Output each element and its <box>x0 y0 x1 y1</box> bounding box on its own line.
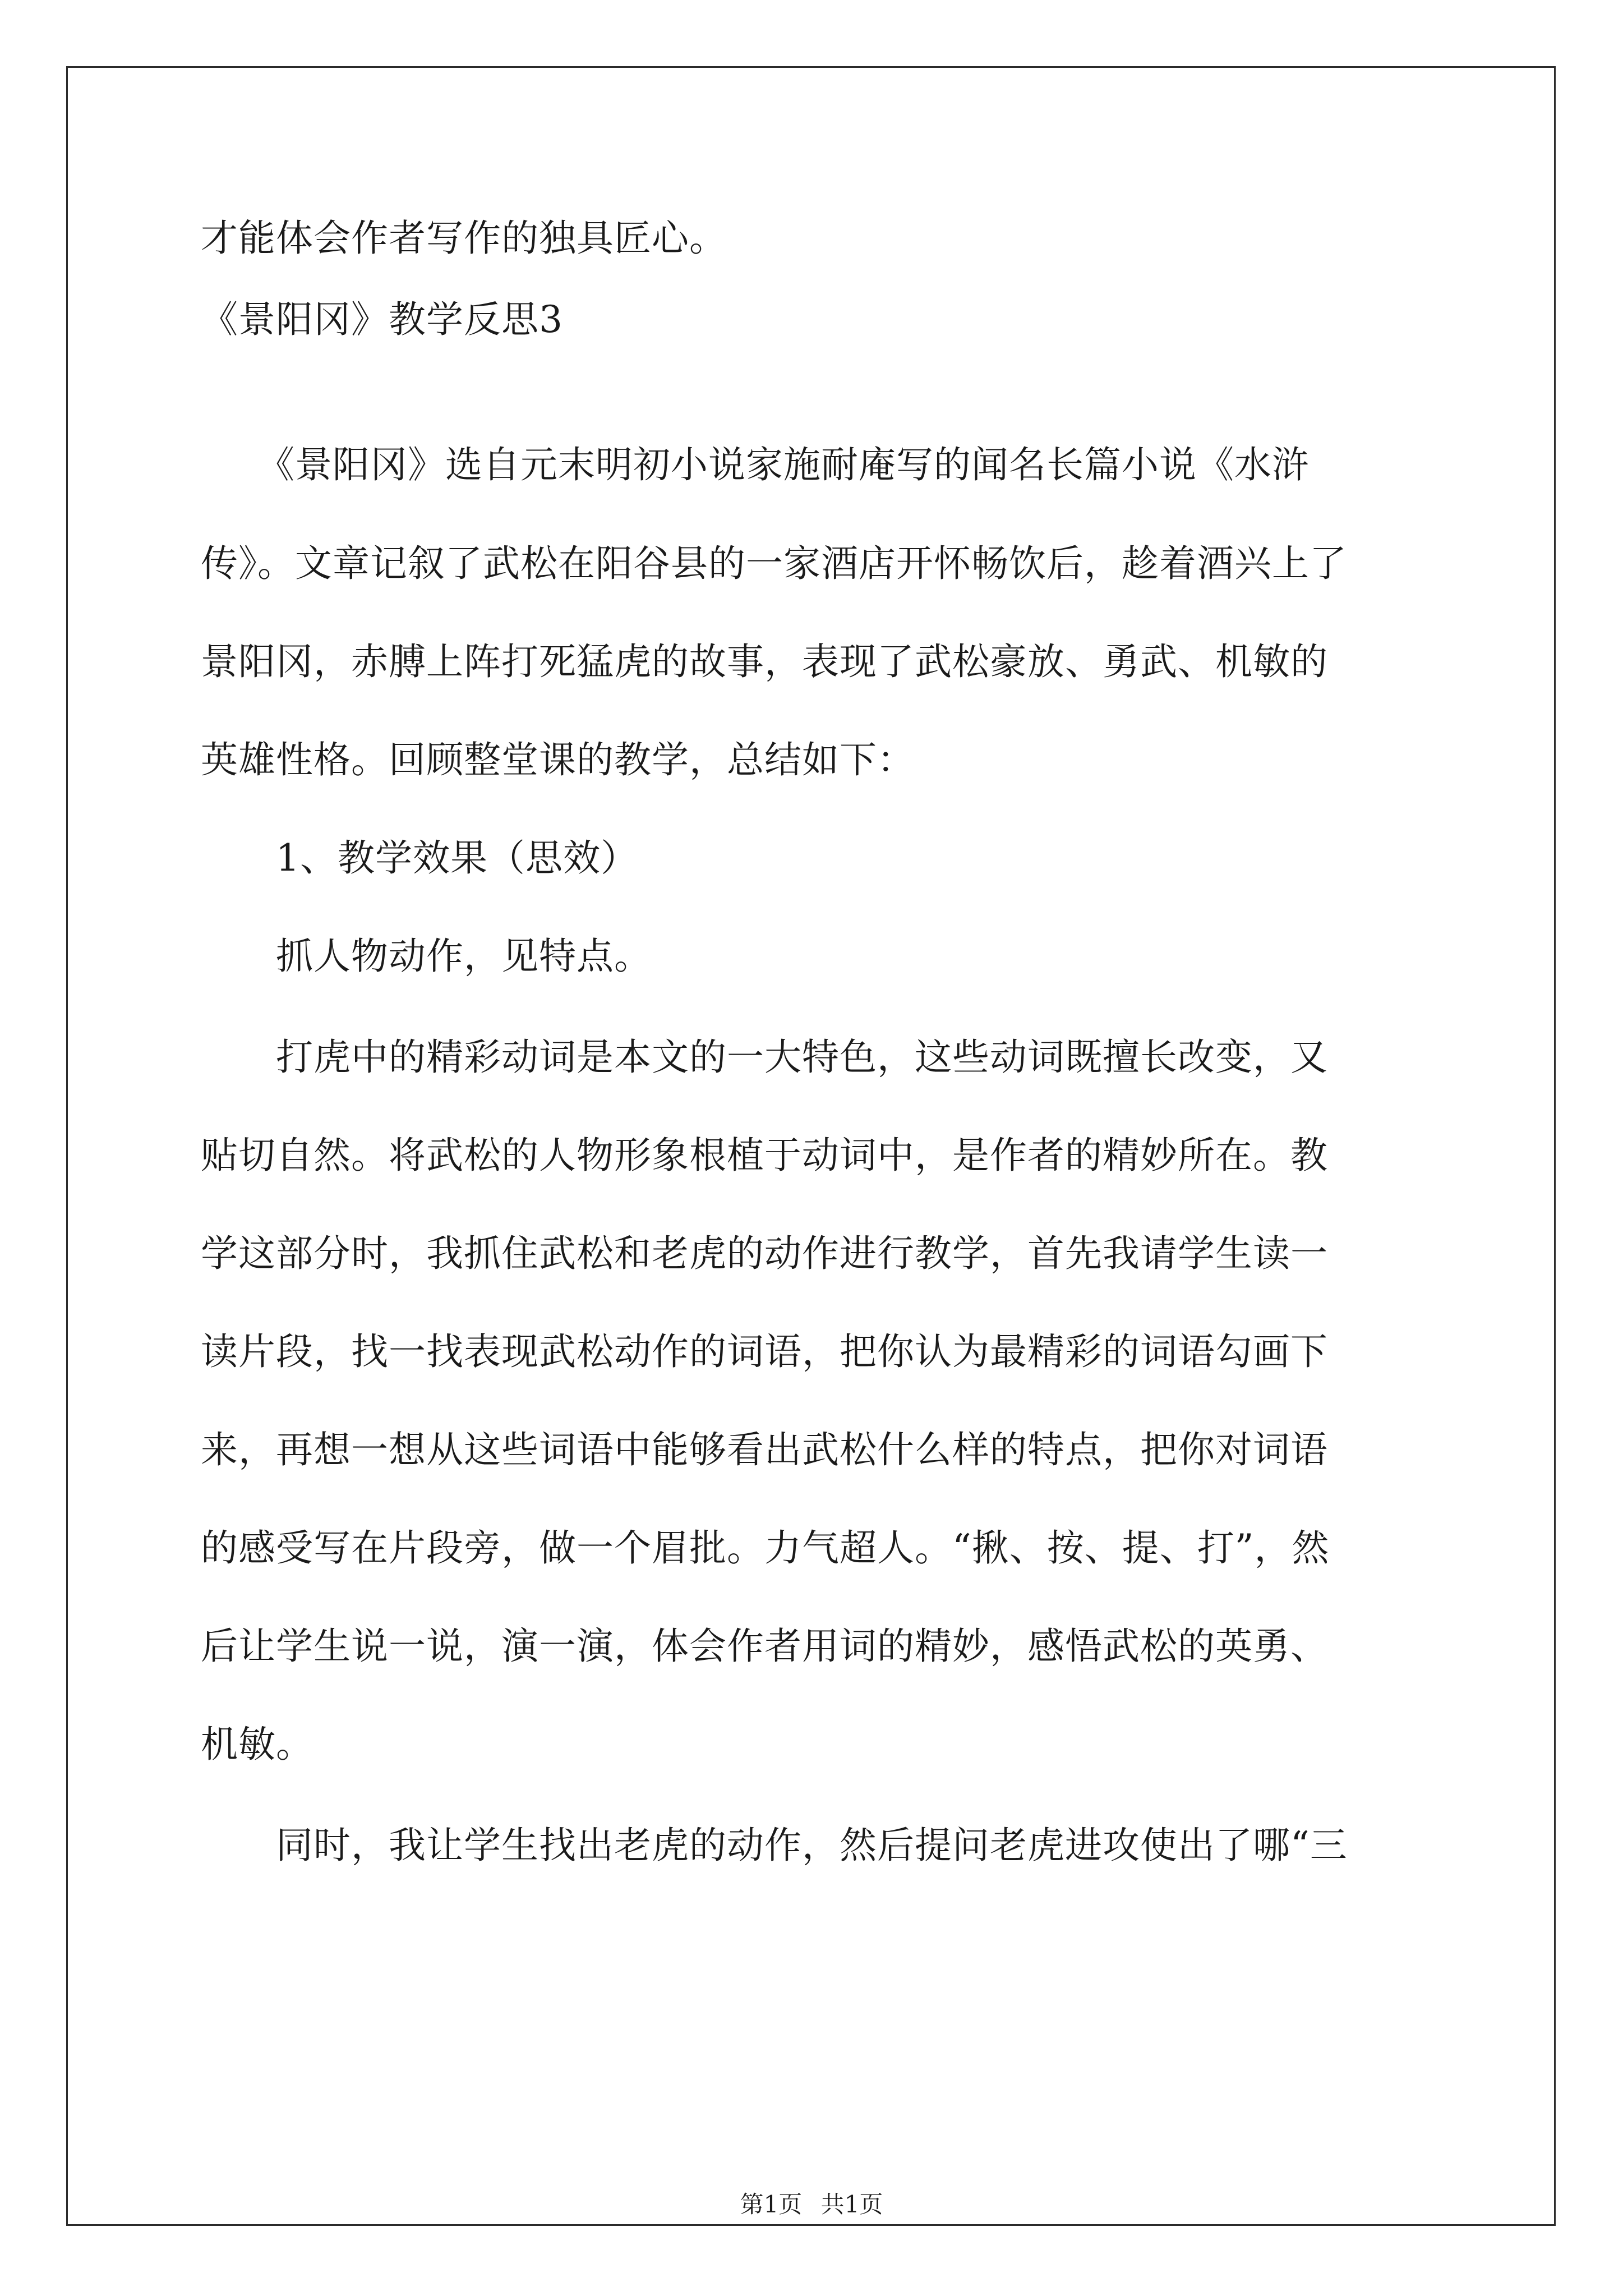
text-line: 机敏。 <box>201 1723 313 1766</box>
text-line: 传》。文章记叙了武松在阳谷县的一家酒店开怀畅饮后，趁着酒兴上了 <box>201 542 1347 585</box>
text-line: 才能体会作者写作的独具匠心。 <box>201 217 727 260</box>
text-line: 学这部分时，我抓住武松和老虎的动作进行教学，首先我请学生读一 <box>201 1232 1328 1275</box>
text-line: 来，再想一想从这些词语中能够看出武松什么样的特点，把你对词语 <box>201 1428 1328 1471</box>
page-total: 共1页 <box>820 2191 883 2218</box>
page-number: 第1页 <box>740 2191 803 2218</box>
section-heading: 《景阳冈》教学反思3 <box>201 298 563 341</box>
text-line: 英雄性格。回顾整堂课的教学，总结如下： <box>201 738 915 781</box>
text-line: 同时，我让学生找出老虎的动作，然后提问老虎进攻使出了哪“三 <box>201 1824 1348 1867</box>
text-line: 抓人物动作，见特点。 <box>201 935 652 978</box>
page-footer <box>0 2189 1623 2220</box>
text-line: 景阳冈，赤膊上阵打死猛虎的故事，表现了武松豪放、勇武、机敏的 <box>201 640 1328 683</box>
subheading: 1、教学效果（思效） <box>201 836 638 880</box>
text-line: 读片段，找一找表现武松动作的词语，把你认为最精彩的词语勾画下 <box>201 1330 1328 1373</box>
text-line: 后让学生说一说，演一演，体会作者用词的精妙，感悟武松的英勇、 <box>201 1625 1328 1668</box>
text-line: 贴切自然。将武松的人物形象根植于动词中，是作者的精妙所在。教 <box>201 1134 1328 1177</box>
text-line: 《景阳冈》选自元末明初小说家施耐庵写的闻名长篇小说《水浒 <box>201 443 1310 486</box>
text-line: 的感受写在片段旁，做一个眉批。力气超人。“揪、按、提、打”，然 <box>201 1526 1330 1570</box>
text-line: 打虎中的精彩动词是本文的一大特色，这些动词既擅长改变，又 <box>201 1036 1328 1079</box>
